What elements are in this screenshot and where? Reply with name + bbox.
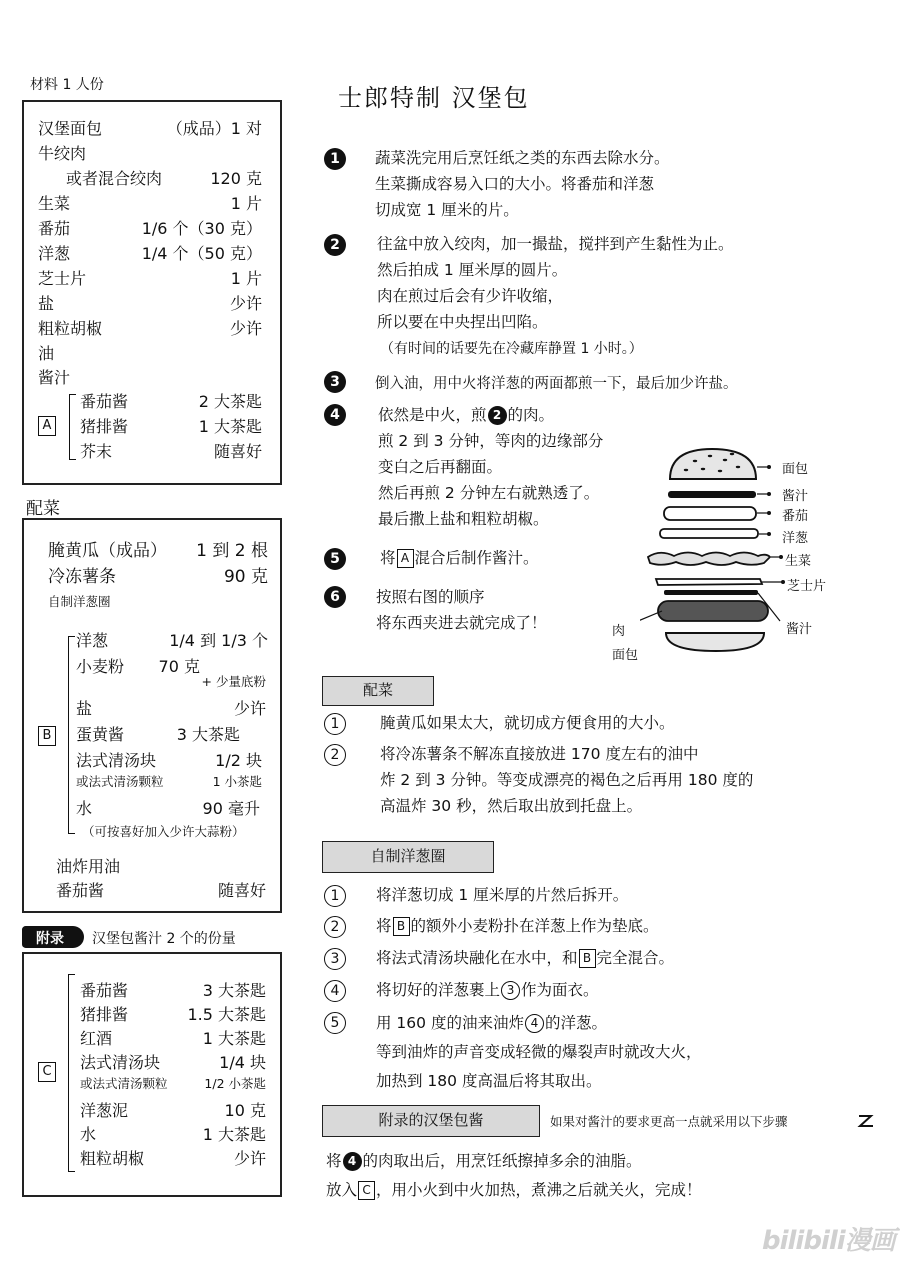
ingredient-row-name: 或者混合绞肉: [66, 169, 163, 188]
appendix-line-1: [326, 1147, 702, 1176]
leader-dots: [767, 465, 785, 584]
appendix-line-1-post: 的肉取出后，用烹饪纸擦掉多余的油脂。: [362, 1152, 642, 1170]
sauce-a-row-amount: 1 大茶匙: [198, 417, 262, 436]
ring-step-5-line: 等到油炸的声音变成轻微的爆裂声时就改大火，: [376, 1043, 702, 1061]
ingredient-row-amount: 少许: [229, 294, 262, 313]
ingredient-row-name: 洋葱: [38, 244, 71, 263]
ingredients-box: [22, 100, 282, 485]
label-sauce-1: 酱汁: [782, 489, 809, 504]
ring-step-5-line: 加热到 180 度高温后将其取出。: [376, 1072, 602, 1090]
label-b: B: [38, 726, 56, 746]
group-c-row-name: 猪排酱: [80, 1005, 129, 1024]
cheese-shape: [656, 579, 762, 585]
group-b-row-name: 盐: [76, 699, 93, 718]
ring-step-5-post: 的洋葱。: [544, 1014, 607, 1032]
appendix-tag: [22, 926, 84, 948]
ingredient-row-name: 番茄: [38, 219, 71, 238]
ring-step-5-text: [376, 1009, 702, 1096]
page-title: 士郎特制 汉堡包: [338, 84, 530, 112]
sides-heading: 配菜: [26, 499, 60, 519]
serving-label: 材料 1 人份: [30, 77, 104, 93]
group-c-row-amount: 1/4 块: [219, 1053, 266, 1072]
ingredient-row-amount: 1 片: [230, 269, 262, 288]
ingredient-row-name: 油: [38, 344, 55, 363]
side-step-1-number: 1: [324, 713, 346, 735]
bracket-b: [68, 636, 75, 834]
label-bun-top: 面包: [782, 462, 809, 477]
step-2-text: [377, 231, 734, 335]
ref-step-3: 3: [501, 981, 520, 1000]
ring-step-3-pre: 将法式清汤块融化在水中，和: [376, 949, 578, 967]
sauce-a-row-name: 番茄酱: [80, 392, 129, 411]
step-2-number: 2: [324, 234, 346, 256]
step-ref-2: 2: [488, 406, 507, 425]
ring-section-label: 自制洋葱圈: [322, 841, 494, 873]
side-step-2-line: 炸 2 到 3 分钟。等变成漂亮的褐色之后再用 180 度的: [380, 771, 754, 789]
appendix-steps: [326, 1147, 702, 1205]
label-onion: 洋葱: [782, 531, 809, 546]
ingredient-row-amount: 1 片: [230, 194, 262, 213]
sauce-a-row-name: 猪排酱: [80, 417, 129, 436]
ref-step-4: 4: [343, 1152, 362, 1171]
label-a: A: [38, 416, 56, 436]
side-step-2-text: [380, 741, 753, 819]
step-5-post: 混合后制作酱汁。: [414, 549, 539, 567]
ref-c: C: [358, 1181, 375, 1200]
group-b-row-amount: 3 大茶匙: [176, 725, 240, 744]
appendix-tag-text: 附录: [36, 931, 64, 947]
step-6-text: [376, 584, 547, 636]
side-step-2-number: 2: [324, 744, 346, 766]
group-b-row-amount: 70 克: [158, 657, 200, 676]
side-row-amount: 90 克: [223, 567, 268, 587]
group-b-row-name: 水: [76, 799, 93, 818]
ingredient-row-name: 芝士片: [38, 269, 87, 288]
step-4-number: 4: [324, 404, 346, 426]
group-c-row-name: 红酒: [80, 1029, 113, 1048]
ref-b: B: [579, 949, 596, 968]
ring-step-1-text: 将洋葱切成 1 厘米厚的片然后拆开。: [376, 886, 629, 904]
group-b-row-name: 洋葱: [76, 631, 109, 650]
appendix-line-1-pre: 将: [326, 1152, 342, 1170]
group-b-row-name: 或法式清汤颗粒: [76, 774, 164, 789]
group-b-note: （可按喜好加入少许大蒜粉）: [82, 824, 245, 839]
onion-shape: [660, 529, 758, 538]
sauce-2-shape: [664, 590, 758, 595]
appendix-aside: 如果对酱汁的要求更高一点就采用以下步骤: [550, 1114, 788, 1129]
ingredient-row-name: 粗粒胡椒: [38, 319, 103, 338]
meat-shape: [658, 601, 768, 621]
group-b-row-name: 蛋黄酱: [76, 725, 125, 744]
group-c-row-amount: 10 克: [224, 1101, 266, 1120]
group-c-row-amount: 1 大茶匙: [202, 1029, 266, 1048]
burger-diagram: [640, 445, 850, 670]
side-section-label: 配菜: [322, 676, 434, 706]
label-c: C: [38, 1062, 56, 1082]
label-bun-bottom: 面包: [612, 648, 639, 663]
sauce-a-row-amount: 随喜好: [213, 442, 262, 461]
step-4-text: [378, 402, 603, 532]
label-cheese: 芝士片: [787, 579, 827, 594]
group-b-row-amount: 1/2 块: [215, 751, 262, 770]
step-1-number: 1: [324, 148, 346, 170]
group-c-row-amount: 3 大茶匙: [202, 981, 266, 1000]
appendix-line-2-post: ，用小火到中火加热，煮沸之后就关火，完成！: [376, 1181, 702, 1199]
step-2-line: 往盆中放入绞肉，加一撮盐，搅拌到产生黏性为止。: [377, 235, 734, 253]
step-4-line-1-post: 的肉。: [507, 406, 555, 424]
ring-step-2-number: 2: [324, 916, 346, 938]
step-2-line: 肉在煎过后会有少许收缩，: [377, 287, 564, 305]
ring-step-3-number: 3: [324, 948, 346, 970]
group-c-row-name: 水: [80, 1125, 97, 1144]
appendix-box: [22, 952, 282, 1197]
ingredient-row-name: 牛绞肉: [38, 144, 87, 163]
ingredient-row-name: 酱汁: [38, 368, 71, 387]
side-step-2-line: 高温炸 30 秒，然后取出放到托盘上。: [380, 797, 643, 815]
ref-step-4: 4: [525, 1014, 544, 1033]
step-4-line: 然后再煎 2 分钟左右就熟透了。: [378, 484, 600, 502]
label-meat: 肉: [612, 624, 626, 639]
step-2-note: （有时间的话要先在冷藏库静置 1 小时。）: [380, 341, 643, 357]
sauce-1-shape: [668, 491, 756, 498]
label-lettuce: 生菜: [785, 554, 812, 569]
tomato-shape: [664, 507, 756, 520]
ring-step-4-number: 4: [324, 980, 346, 1002]
group-c-row-amount: 1 大茶匙: [202, 1125, 266, 1144]
step-4-line-1-pre: 依然是中火，煎: [378, 406, 487, 424]
bracket-a: [69, 394, 76, 460]
ring-step-4-pre: 将切好的洋葱裹上: [376, 981, 501, 999]
step-2-line: 然后拍成 1 厘米厚的圆片。: [377, 261, 568, 279]
step-4-line: 煎 2 到 3 分钟，等肉的边缘部分: [378, 432, 604, 450]
step-4-line-1: [378, 402, 603, 428]
watermark-logo: bilibili漫画: [762, 1226, 895, 1256]
side-row-name: 自制洋葱圈: [48, 594, 111, 609]
ring-step-5-pre: 用 160 度的油来油炸: [376, 1014, 524, 1032]
step-3-text: 倒入油，用中火将洋葱的两面都煎一下，最后加少许盐。: [375, 376, 738, 392]
side-step-2-line: 将冷冻薯条不解冻直接放进 170 度左右的油中: [380, 745, 699, 763]
step-1-line: 蔬菜洗完用后烹饪纸之类的东西去除水分。: [375, 149, 670, 167]
side-step-1-text: 腌黄瓜如果太大，就切成方便食用的大小。: [380, 714, 675, 732]
ring-step-3-text: [376, 945, 674, 971]
label-tomato: 番茄: [782, 509, 809, 524]
ring-step-1-number: 1: [324, 885, 346, 907]
step-4-line: 最后撒上盐和粗粒胡椒。: [378, 510, 549, 528]
group-b-row-amount: 1/4 到 1/3 个: [169, 631, 268, 650]
step-1-line: 切成宽 1 厘米的片。: [375, 201, 519, 219]
step-1-text: [375, 145, 670, 223]
ingredient-row-amount: （成品）1 对: [166, 119, 262, 138]
step-2-line: 所以要在中央捏出凹陷。: [377, 313, 548, 331]
ring-step-2-text: [376, 913, 659, 939]
group-c-row-amount: 少许: [233, 1149, 266, 1168]
bun-top-shape: [670, 449, 756, 479]
step-3-number: 3: [324, 371, 346, 393]
ingredient-row-amount: 120 克: [210, 169, 262, 188]
frying-row-name: 番茄酱: [56, 881, 105, 900]
step-4-line: 变白之后再翻面。: [378, 458, 503, 476]
frying-row-name: 油炸用油: [56, 857, 121, 876]
ring-step-4-text: [376, 977, 599, 1003]
group-c-row-name: 粗粒胡椒: [80, 1149, 145, 1168]
sauce-a-row-amount: 2 大茶匙: [198, 392, 262, 411]
bracket-c: [68, 974, 75, 1172]
frying-row-amount: 随喜好: [217, 881, 266, 900]
ingredient-row-amount: 少许: [229, 319, 262, 338]
lettuce-shape: [648, 553, 770, 566]
appendix-heading: 汉堡包酱汁 2 个的份量: [92, 931, 236, 947]
side-row-amount: 1 到 2 根: [196, 541, 268, 561]
ingredient-row-name: 汉堡面包: [38, 119, 103, 138]
sides-box: [22, 518, 282, 913]
appendix-section-label: 附录的汉堡包酱: [322, 1105, 540, 1137]
group-b-row-amount: 少许: [233, 699, 266, 718]
step-6-line: 按照右图的顺序: [376, 588, 485, 606]
ring-step-5-number: 5: [324, 1012, 346, 1034]
group-c-row-name: 洋葱泥: [80, 1101, 129, 1120]
sauce-a-row-name: 芥末: [80, 442, 113, 461]
bun-bottom-shape: [666, 633, 764, 651]
ingredient-row-amount: 1/4 个（50 克）: [141, 244, 262, 263]
group-c-row-name: 番茄酱: [80, 981, 129, 1000]
ingredient-row-name: 生菜: [38, 194, 71, 213]
ring-step-2-pre: 将: [376, 917, 392, 935]
step-1-line: 生菜撕成容易入口的大小。将番茄和洋葱: [375, 175, 655, 193]
step-6-number: 6: [324, 586, 346, 608]
appendix-line-2-pre: 放入: [326, 1181, 358, 1199]
group-b-row-name: 小麦粉: [76, 657, 125, 676]
ring-step-4-post: 作为面衣。: [521, 981, 599, 999]
leader-lines: [640, 467, 782, 621]
group-c-row-name: 法式清汤块: [80, 1053, 161, 1072]
ingredient-row-name: 盐: [38, 294, 55, 313]
group-b-row-name: 法式清汤块: [76, 751, 157, 770]
ingredient-row-amount: 1/6 个（30 克）: [141, 219, 262, 238]
ring-step-2-post: 的额外小麦粉扑在洋葱上作为垫底。: [410, 917, 659, 935]
step-5-text: [380, 545, 539, 571]
label-sauce-2: 酱汁: [786, 622, 813, 637]
step-6-line: 将东西夹进去就完成了！: [376, 614, 547, 632]
group-c-row-amount: 1.5 大茶匙: [187, 1005, 266, 1024]
ref-a: A: [397, 549, 414, 568]
side-row-name: 冷冻薯条: [48, 567, 116, 587]
group-b-row-amount: 90 毫升: [202, 799, 260, 818]
group-b-row-amount: + 少量底粉: [201, 674, 266, 689]
group-c-row-name: 或法式清汤颗粒: [80, 1076, 168, 1091]
ring-step-5-line-1: [376, 1009, 702, 1038]
group-b-row-amount: 1 小茶匙: [212, 774, 262, 789]
appendix-line-2: [326, 1176, 702, 1205]
group-c-row-amount: 1/2 小茶匙: [204, 1076, 266, 1091]
side-row-name: 腌黄瓜（成品）: [48, 541, 167, 561]
step-5-number: 5: [324, 548, 346, 570]
squiggle-icon: [857, 1112, 875, 1130]
ring-step-3-post: 完全混合。: [596, 949, 675, 967]
ref-b: B: [393, 917, 410, 936]
step-5-pre: 将: [380, 549, 396, 567]
